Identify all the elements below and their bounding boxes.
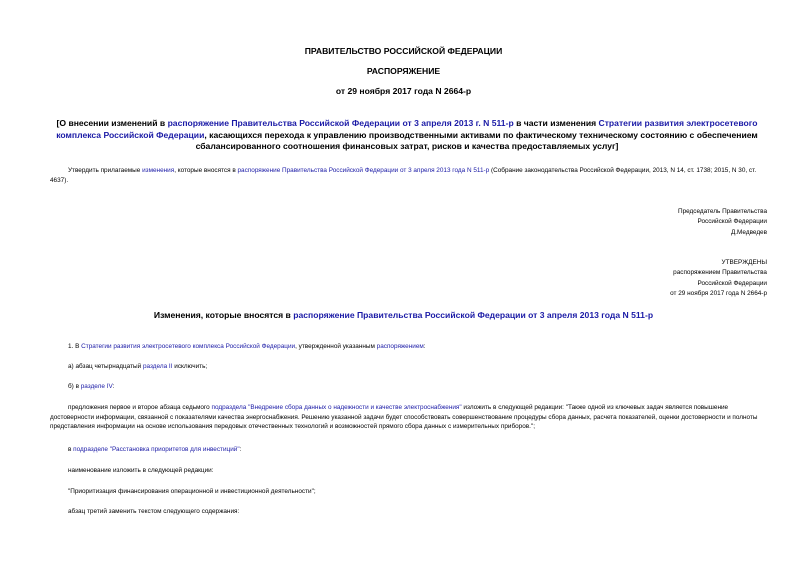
title-text: в части изменения [513, 118, 599, 128]
item-text: изложить в следующей редакции: "Также одной из ключевых задач является повышение достоверности информации, связанной с показателями качества энергоснабжения. Решению указанной задачи будет способствовать совершенствование процедуры сбора данных, расчета показателей, оценки достоверности и полноты представления информации на основе использования передовых отечественных технологий и возможностей прямого сбора данных с измерительных приборов."; [50, 404, 758, 431]
item-text: : [112, 383, 115, 390]
item-sentences [50, 403, 768, 432]
item-text: исключить; [172, 363, 208, 370]
item-a [50, 362, 207, 372]
title-link-order-511[interactable]: распоряжение Правительства Российской Федерации от 3 апреля 2013 г. N 511-р [167, 118, 514, 128]
item-b-link-section-4[interactable]: разделе IV [80, 383, 113, 390]
intro-text: (Собрание законодательства Российской Федерации, 2013, N 14, ст. 1738; 2015, N 30, ст. 4637). [50, 167, 757, 184]
intro-link-order-511[interactable]: распоряжение Правительства Российской Федерации от 3 апреля 2013 года N 511-р [237, 167, 490, 174]
item-1 [68, 342, 426, 352]
changes-title-text: Изменения, которые вносятся в [153, 310, 294, 320]
item-v [50, 445, 241, 455]
changes-title [0, 310, 807, 320]
item-1-link-order[interactable]: распоряжением [376, 343, 424, 350]
item-link-data-collection[interactable]: подраздела "Внедрение сбора данных о надежности и качестве электроснабжения" [211, 404, 462, 411]
intro-link-changes[interactable]: изменения [142, 167, 175, 174]
item-text: : [239, 446, 242, 453]
item-paragraph-3: абзац третий заменить текстом следующего содержания: [68, 508, 240, 515]
approval-line: УТВЕРЖДЕНЫ [721, 259, 767, 266]
item-1-link-strategy[interactable]: Стратегии развития электросетевого комплекса Российской Федерации [81, 343, 296, 350]
changes-title-link[interactable]: распоряжение Правительства Российской Федерации от 3 апреля 2013 года N 511-р [293, 310, 654, 320]
document-date-number: от 29 ноября 2017 года N 2664-р [335, 86, 472, 96]
intro-text: , которые вносятся в [174, 167, 238, 174]
title-text: [О внесении изменений в [56, 118, 168, 128]
item-text: в [68, 446, 74, 453]
item-text: , утвержденной указанным [295, 343, 377, 350]
item-v-link-priorities[interactable]: подразделе "Расстановка приоритетов для инвестиций" [73, 446, 240, 453]
signature-name: Д.Медведев [730, 228, 767, 236]
signature-line: Председатель Правительства [678, 208, 767, 215]
item-text: предложения первое и второе абзаца седьмого [68, 404, 212, 411]
document-type: РАСПОРЯЖЕНИЕ [366, 66, 441, 76]
title-text: , касающихся перехода к управлению производственными активами по фактическому техническому состоянию с обеспечением сбалансированного соотношения финансовых затрат, рисков и качества предоставляемых услуг] [195, 129, 758, 151]
title-link-strategy[interactable]: Стратегии развития электросетевого комплекса Российской Федерации [56, 118, 758, 140]
item-text: 1. В [68, 343, 82, 350]
item-a-link-section-2[interactable]: раздела II [142, 363, 173, 370]
item-name-change: наименование изложить в следующей редакции: [68, 467, 214, 474]
approval-line: Российской Федерации [697, 279, 767, 287]
approval-line: от 29 ноября 2017 года N 2664-р [670, 290, 767, 298]
intro-text: Утвердить прилагаемые [68, 167, 143, 174]
signature-line: Российской Федерации [697, 218, 767, 226]
item-text: а) абзац четырнадцатый [68, 363, 143, 370]
item-new-name: "Приоритизация финансирования операционной и инвестиционной деятельности"; [68, 488, 316, 495]
approval-block [670, 258, 767, 300]
approval-line: распоряжением Правительства [673, 269, 767, 277]
signature-block [678, 207, 767, 238]
item-text: б) в [68, 383, 81, 390]
government-heading: ПРАВИТЕЛЬСТВО РОССИЙСКОЙ ФЕДЕРАЦИИ [304, 46, 503, 56]
item-text: : [423, 343, 426, 350]
intro-paragraph [50, 166, 768, 185]
document-title [50, 118, 764, 153]
item-b [50, 382, 114, 392]
